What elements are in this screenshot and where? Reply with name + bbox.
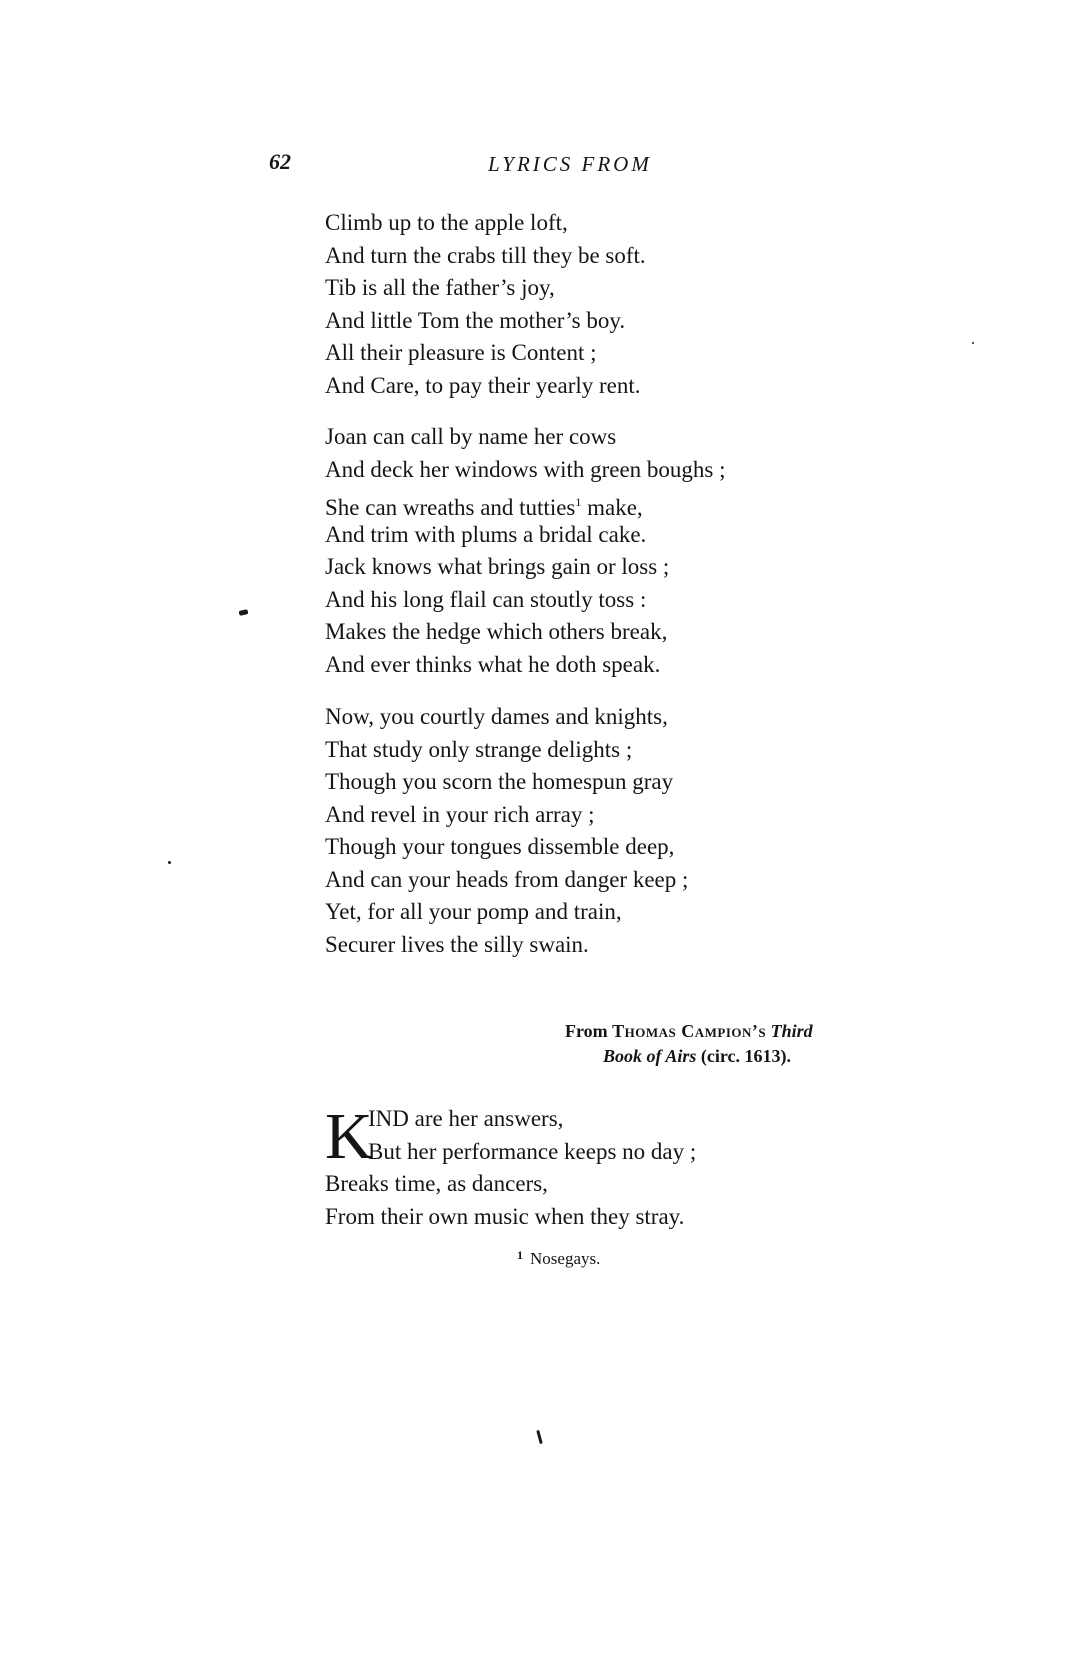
poem-line: And can your heads from danger keep ; bbox=[325, 866, 689, 892]
poem-line: And revel in your rich array ; bbox=[325, 801, 595, 827]
attribution-title: Third bbox=[770, 1021, 813, 1041]
page-number: 62 bbox=[269, 149, 291, 174]
poem-line: And turn the crabs till they be soft. bbox=[325, 242, 646, 268]
poem-line: And deck her windows with green boughs ; bbox=[325, 456, 726, 482]
poem-line: Makes the hedge which others break, bbox=[325, 619, 668, 644]
attribution-date: (circ. 1613). bbox=[700, 1046, 791, 1066]
footnote-text: Nosegays. bbox=[530, 1249, 601, 1268]
poem-line: And his long flail can stoutly toss : bbox=[325, 586, 647, 612]
stanza-1 bbox=[325, 207, 845, 402]
poem-line: Though your tongues dissemble deep, bbox=[325, 834, 675, 859]
ink-speck bbox=[168, 861, 171, 864]
poem-line: But her performance keeps no day ; bbox=[368, 1138, 697, 1164]
stanza-3 bbox=[325, 701, 845, 961]
poem-line-text: make, bbox=[581, 495, 643, 520]
running-head: LYRICS FROM bbox=[488, 152, 652, 176]
stanza-2 bbox=[325, 421, 845, 681]
poem-2 bbox=[325, 1100, 885, 1233]
poem-line: Breaks time, as dancers, bbox=[325, 1171, 548, 1196]
ink-speck bbox=[972, 342, 974, 344]
footnote-marker: 1 bbox=[575, 495, 582, 509]
poem-line: Securer lives the silly swain. bbox=[325, 931, 589, 957]
attribution-line-2 bbox=[603, 1046, 791, 1067]
poem-line: Climb up to the apple loft, bbox=[325, 210, 568, 235]
poem-line: That study only strange delights ; bbox=[325, 736, 633, 762]
poem-line: All their pleasure is Content ; bbox=[325, 340, 597, 365]
footnote bbox=[517, 1248, 600, 1269]
poem-line: From their own music when they stray. bbox=[325, 1203, 685, 1229]
attribution-from: From bbox=[565, 1021, 608, 1041]
poem-line: IND are her answers, bbox=[368, 1106, 564, 1131]
poem-line-text: She can wreaths and tutties bbox=[325, 495, 576, 520]
poem-line: And Care, to pay their yearly rent. bbox=[325, 372, 641, 398]
poem-line: Jack knows what brings gain or loss ; bbox=[325, 554, 670, 579]
poem-line: Tib is all the father’s joy, bbox=[325, 275, 555, 300]
poem-line: Joan can call by name her cows bbox=[325, 424, 617, 449]
poem-line: And ever thinks what he doth speak. bbox=[325, 651, 661, 677]
attribution-author: Thomas Campion’s bbox=[612, 1021, 767, 1041]
poem-line: And little Tom the mother’s boy. bbox=[325, 307, 626, 333]
ink-speck bbox=[239, 609, 249, 616]
poem-line: Yet, for all your pomp and train, bbox=[325, 899, 622, 924]
drop-cap: K bbox=[325, 1100, 373, 1173]
attribution-title: Book of Airs bbox=[603, 1046, 697, 1066]
poem-line: And trim with plums a bridal cake. bbox=[325, 521, 647, 547]
footnote-number: 1 bbox=[517, 1248, 523, 1262]
ink-speck bbox=[536, 1430, 543, 1444]
poem-line: Now, you courtly dames and knights, bbox=[325, 704, 668, 729]
poem-line: Though you scorn the homespun gray bbox=[325, 769, 674, 794]
attribution-line-1 bbox=[565, 1021, 813, 1042]
poem-line-with-footnote bbox=[325, 486, 845, 519]
